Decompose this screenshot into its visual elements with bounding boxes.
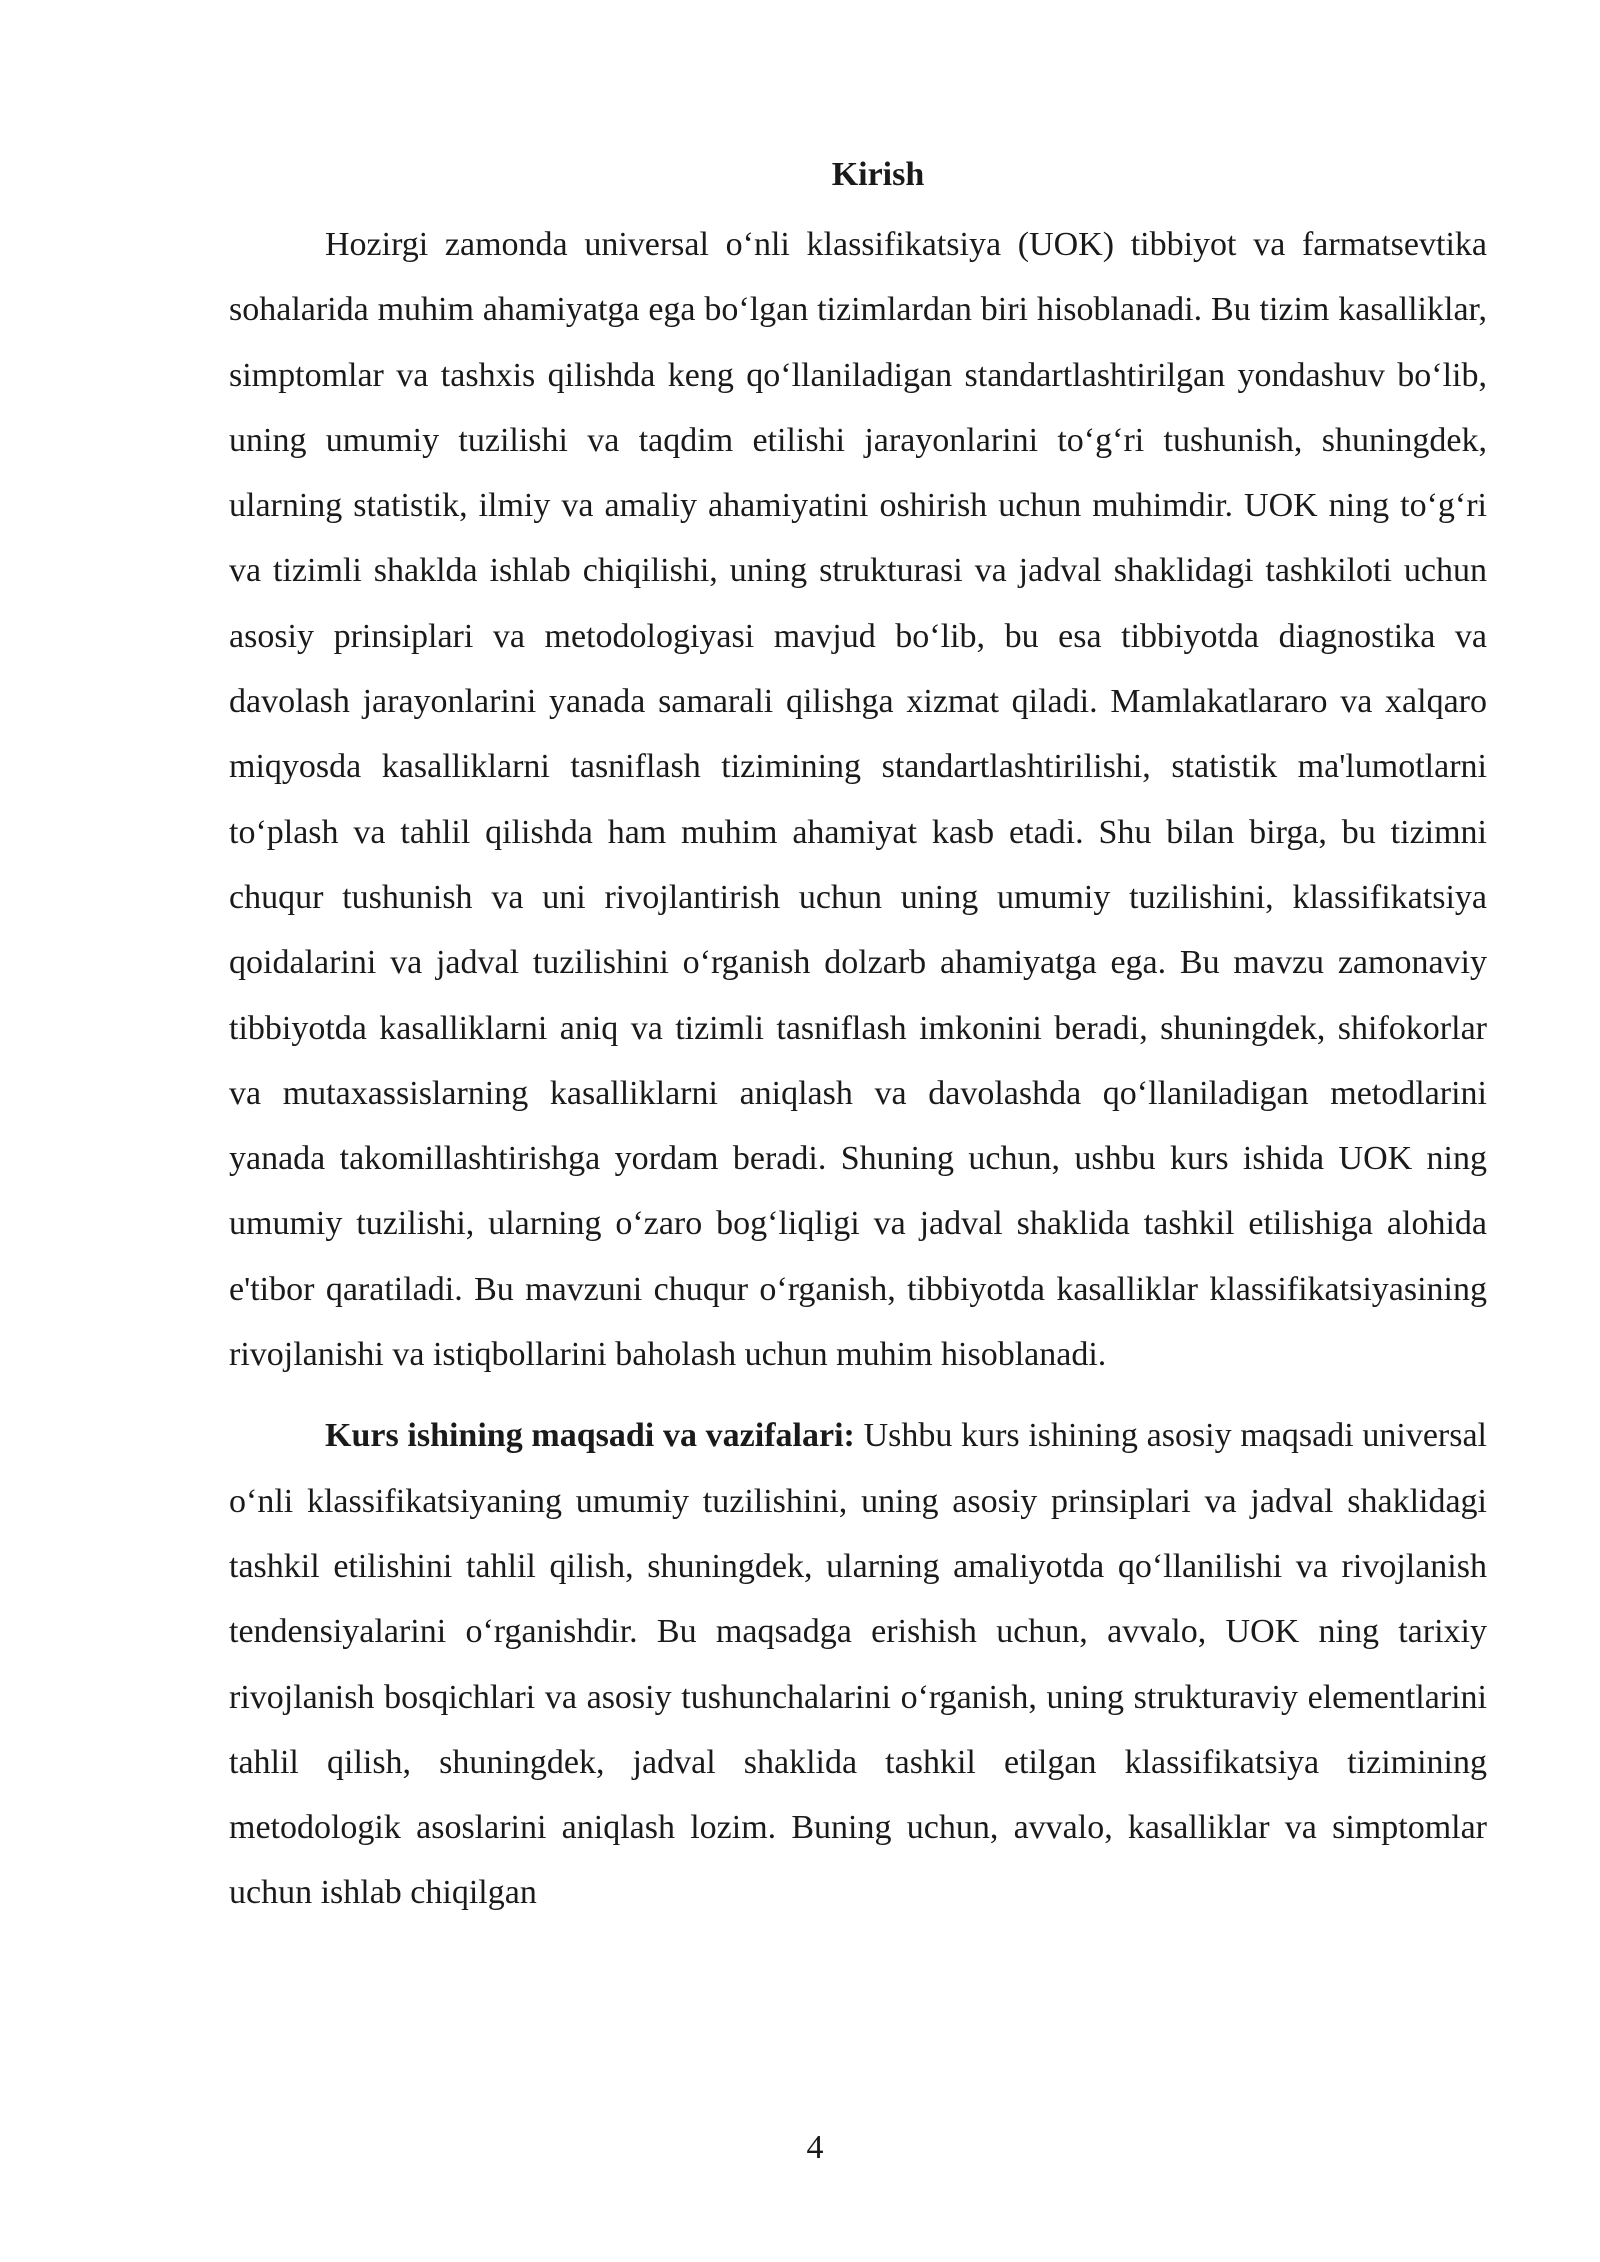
section-heading: Kirish — [831, 156, 925, 193]
intro-paragraph — [229, 212, 1487, 1387]
goals-paragraph — [229, 1403, 1487, 1925]
paragraph-text: Hozirgi zamonda universal o‘nli klassifikatsiya (UOK) tibbiyot va farmatsevtika sohalarida muhim ahamiyatga ega bo‘lgan tizimlardan biri hisoblanadi. Bu tizim kasalliklar, simptomlar va tashxis qilishda keng qo‘llaniladigan standartlashtirilgan yondashuv bo‘lib, uning umumiy tuzilishi va taqdim etilishi jarayonlarini to‘g‘ri tushunish, shuningdek, ularning statistik, ilmiy va amaliy ahamiyatini oshirish uchun muhimdir. UOK ning to‘g‘ri va tizimli shaklda ishlab chiqilishi, uning strukturasi va jadval shaklidagi tashkiloti uchun asosiy prinsiplari va metodologiyasi mavjud bo‘lib, bu esa tibbiyotda diagnostika va davolash jarayonlarini yanada samarali qilishga xizmat qiladi. Mamlakatlararo va xalqaro miqyosda kasalliklarni tasniflash tizimining standartlashtirilishi, statistik ma'lumotlarni to‘plash va tahlil qilishda ham muhim ahamiyat kasb etadi. Shu bilan birga, bu tizimni chuqur tushunish va uni rivojlantirish uchun uning umumiy tuzilishini, klassifikatsiya qoidalarini va jadval tuzilishini o‘rganish dolzarb ahamiyatga ega. Bu mavzu zamonaviy tibbiyotda kasalliklarni aniq va tizimli tasniflash imkonini beradi, shuningdek, shifokorlar va mutaxassislarning kasalliklarni aniqlash va davolashda qo‘llaniladigan metodlarini yanada takomillashtirishga yordam beradi. Shuning uchun, ushbu kurs ishida UOK ning umumiy tuzilishi, ularning o‘zaro bog‘liqligi va jadval shaklida tashkil etilishiga alohida e'tibor qaratiladi. Bu mavzuni chuqur o‘rganish, tibbiyotda kasalliklar klassifikatsiyasining rivojlanishi va istiqbollarini baholash uchun muhim hisoblanadi. — [229, 226, 1487, 1374]
paragraph-text: Ushbu kurs ishining asosiy maqsadi universal o‘nli klassifikatsiyaning umumiy tuzilishini, uning asosiy prinsiplari va jadval shaklidagi tashkil etilishini tahlil qilish, shuningdek, ularning amaliyotda qo‘llanilishi va rivojlanish tendensiyalarini o‘rganishdir. Bu maqsadga erishish uchun, avvalo, UOK ning tarixiy rivojlanish bosqichlari va asosiy tushunchalarini o‘rganish, uning strukturaviy elementlarini tahlil qilish, shuningdek, jadval shaklida tashkil etilgan klassifikatsiya tizimining metodologik asoslarini aniqlash lozim. Buning uchun, avvalo, kasalliklar va simptomlar uchun ishlab chiqilgan — [229, 1417, 1487, 1912]
document-page — [229, 148, 1487, 1926]
page-number: 4 — [806, 2129, 824, 2166]
paragraph-lead: Kurs ishining maqsadi va vazifalari: — [325, 1417, 855, 1455]
